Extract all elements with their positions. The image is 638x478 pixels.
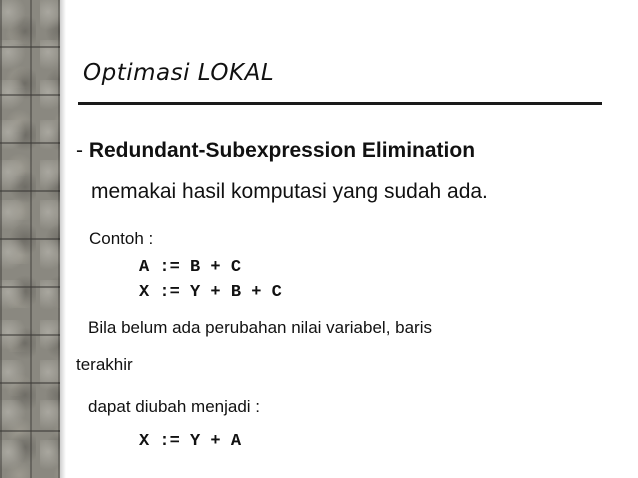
- note-line-2: terakhir: [76, 355, 133, 374]
- bullet-dash: -: [76, 139, 89, 162]
- description-text: memakai hasil komputasi yang sudah ada.: [91, 180, 488, 203]
- note-line-1: Bila belum ada perubahan nilai variabel, baris: [88, 318, 432, 337]
- section-heading: [76, 139, 475, 163]
- title-underline: [78, 102, 602, 105]
- heading-text: Redundant-Subexpression Elimination: [88, 139, 476, 162]
- note-line-3: dapat diubah menjadi :: [88, 397, 261, 416]
- example-label: Contoh :: [89, 229, 154, 248]
- stone-wall-decoration: [0, 0, 60, 478]
- slide-title: Optimasi LOKAL: [83, 60, 275, 86]
- code-line-2: X := Y + B + C: [139, 283, 282, 302]
- code-line-1: A := B + C: [139, 258, 242, 277]
- stone-wall-shadow: [58, 0, 66, 478]
- code-result: X := Y + A: [139, 432, 242, 451]
